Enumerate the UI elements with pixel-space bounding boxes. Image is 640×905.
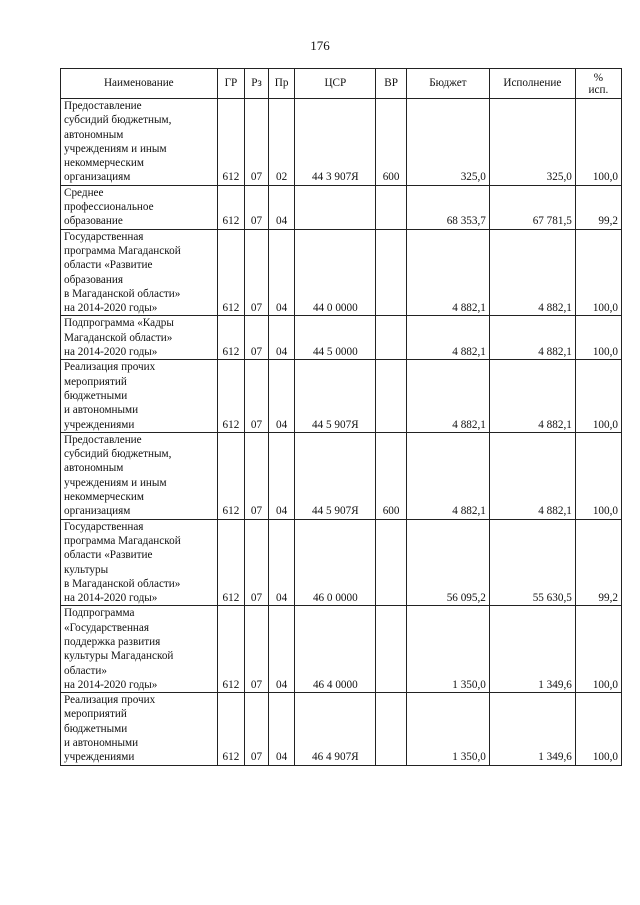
cell-name-line: области» — [64, 664, 107, 677]
cell-rz: 07 — [245, 99, 269, 186]
cell-name — [61, 316, 218, 360]
cell-csr: 44 5 907Я — [295, 432, 376, 519]
cell-name — [61, 229, 218, 316]
header-gr: ГР — [217, 69, 245, 99]
cell-percent: 100,0 — [575, 606, 621, 693]
cell-name-line: Реализация прочих — [64, 361, 156, 374]
table-row — [61, 693, 622, 765]
cell-name-line: Предоставление — [64, 100, 142, 112]
cell-name-line: учреждениям и иным — [64, 476, 167, 489]
cell-name-line: Реализация прочих — [64, 694, 156, 707]
cell-percent: 99,2 — [575, 519, 621, 606]
header-pr: Пр — [268, 69, 295, 99]
cell-name — [61, 693, 218, 765]
budget-table — [60, 68, 622, 766]
cell-vr — [376, 316, 407, 360]
table-row — [61, 229, 622, 316]
header-percent — [575, 69, 621, 99]
cell-name — [61, 185, 218, 229]
cell-pr: 04 — [268, 360, 295, 432]
cell-pr: 02 — [268, 99, 295, 186]
cell-name-line: бюджетными — [64, 389, 128, 402]
cell-vr — [376, 606, 407, 693]
cell-percent: 100,0 — [575, 432, 621, 519]
cell-gr: 612 — [217, 519, 245, 606]
table-header-row — [61, 69, 622, 99]
cell-execution: 4 882,1 — [489, 360, 575, 432]
cell-name-line: субсидий бюджетным, — [64, 114, 172, 127]
cell-name-line: профессиональное — [64, 201, 154, 214]
cell-pr: 04 — [268, 606, 295, 693]
cell-vr — [376, 229, 407, 316]
cell-name-line: культуры Магаданской — [64, 650, 174, 663]
cell-name-line: некоммерческим — [64, 157, 144, 170]
cell-csr: 44 5 0000 — [295, 316, 376, 360]
cell-name — [61, 432, 218, 519]
cell-csr: 46 4 0000 — [295, 606, 376, 693]
cell-rz: 07 — [245, 432, 269, 519]
cell-pr: 04 — [268, 185, 295, 229]
cell-execution: 67 781,5 — [489, 185, 575, 229]
cell-name-line: Государственная — [64, 230, 144, 243]
cell-name-line: и автономными — [64, 737, 139, 750]
cell-name-line: программа Магаданской — [64, 534, 181, 547]
cell-vr — [376, 693, 407, 765]
cell-name-line: мероприятий — [64, 375, 127, 388]
cell-name-line: учреждениями — [64, 418, 135, 431]
cell-name-line: организациям — [64, 505, 131, 518]
cell-rz: 07 — [245, 229, 269, 316]
cell-name-line: Подпрограмма — [64, 607, 135, 620]
cell-rz: 07 — [245, 519, 269, 606]
cell-vr — [376, 519, 407, 606]
cell-rz: 07 — [245, 185, 269, 229]
cell-rz: 07 — [245, 606, 269, 693]
cell-budget: 56 095,2 — [406, 519, 489, 606]
cell-name-line: Подпрограмма «Кадры — [64, 317, 174, 330]
cell-budget: 325,0 — [406, 99, 489, 186]
cell-rz: 07 — [245, 693, 269, 765]
header-vr: ВР — [376, 69, 407, 99]
cell-rz: 07 — [245, 316, 269, 360]
header-budget: Бюджет — [406, 69, 489, 99]
cell-name-line: на 2014-2020 годы» — [64, 678, 158, 691]
cell-name-line: на 2014-2020 годы» — [64, 592, 158, 605]
cell-gr: 612 — [217, 185, 245, 229]
cell-name-line: автономным — [64, 128, 124, 141]
cell-percent: 100,0 — [575, 360, 621, 432]
cell-execution: 1 349,6 — [489, 606, 575, 693]
cell-gr: 612 — [217, 229, 245, 316]
cell-name — [61, 99, 218, 186]
header-name: Наименование — [61, 69, 218, 99]
cell-vr: 600 — [376, 99, 407, 186]
cell-name — [61, 606, 218, 693]
cell-budget: 1 350,0 — [406, 693, 489, 765]
cell-budget: 4 882,1 — [406, 432, 489, 519]
cell-name-line: бюджетными — [64, 722, 128, 735]
table-row — [61, 360, 622, 432]
cell-csr: 44 5 907Я — [295, 360, 376, 432]
table-row — [61, 606, 622, 693]
cell-name-line: на 2014-2020 годы» — [64, 302, 158, 315]
cell-name-line: в Магаданской области» — [64, 577, 181, 590]
cell-vr: 600 — [376, 432, 407, 519]
cell-name-line: учреждениями — [64, 751, 135, 764]
cell-rz: 07 — [245, 360, 269, 432]
cell-execution: 55 630,5 — [489, 519, 575, 606]
cell-execution: 1 349,6 — [489, 693, 575, 765]
header-percent-symbol: % — [593, 71, 604, 84]
cell-execution: 325,0 — [489, 99, 575, 186]
cell-gr: 612 — [217, 316, 245, 360]
cell-execution: 4 882,1 — [489, 316, 575, 360]
header-rz: Рз — [245, 69, 269, 99]
cell-name-line: Магаданской области» — [64, 331, 173, 344]
cell-name-line: программа Магаданской — [64, 244, 181, 257]
cell-name-line: мероприятий — [64, 708, 127, 721]
cell-percent: 99,2 — [575, 185, 621, 229]
cell-name-line: образования — [64, 273, 124, 286]
cell-pr: 04 — [268, 229, 295, 316]
cell-name — [61, 519, 218, 606]
cell-execution: 4 882,1 — [489, 432, 575, 519]
cell-gr: 612 — [217, 432, 245, 519]
cell-gr: 612 — [217, 606, 245, 693]
cell-name-line: субсидий бюджетным, — [64, 448, 172, 461]
table-row — [61, 99, 622, 186]
cell-name-line: автономным — [64, 462, 124, 475]
cell-name-line: области «Развитие — [64, 549, 153, 562]
cell-gr: 612 — [217, 99, 245, 186]
table-row — [61, 316, 622, 360]
cell-name-line: «Государственная — [64, 621, 150, 634]
cell-pr: 04 — [268, 432, 295, 519]
cell-name-line: и автономными — [64, 404, 139, 417]
cell-name-line: Предоставление — [64, 433, 142, 446]
cell-percent: 100,0 — [575, 693, 621, 765]
cell-csr: 44 0 0000 — [295, 229, 376, 316]
cell-name-line: поддержка развития — [64, 635, 161, 648]
table-row — [61, 432, 622, 519]
cell-execution: 4 882,1 — [489, 229, 575, 316]
cell-percent: 100,0 — [575, 99, 621, 186]
header-percent-label: исп. — [588, 83, 609, 96]
page-number: 176 — [310, 38, 330, 53]
cell-name-line: культуры — [64, 563, 109, 576]
cell-percent: 100,0 — [575, 316, 621, 360]
cell-pr: 04 — [268, 693, 295, 765]
cell-budget: 68 353,7 — [406, 185, 489, 229]
cell-name — [61, 360, 218, 432]
cell-name-line: в Магаданской области» — [64, 287, 181, 300]
header-csr: ЦСР — [295, 69, 376, 99]
cell-name-line: Среднее — [64, 186, 104, 199]
cell-vr — [376, 185, 407, 229]
cell-name-line: на 2014-2020 годы» — [64, 346, 158, 359]
cell-percent: 100,0 — [575, 229, 621, 316]
cell-pr: 04 — [268, 316, 295, 360]
cell-csr — [295, 185, 376, 229]
cell-budget: 4 882,1 — [406, 316, 489, 360]
cell-name-line: образование — [64, 215, 123, 228]
cell-pr: 04 — [268, 519, 295, 606]
cell-name-line: Государственная — [64, 520, 144, 533]
cell-csr: 46 4 907Я — [295, 693, 376, 765]
cell-name-line: некоммерческим — [64, 491, 144, 504]
cell-gr: 612 — [217, 360, 245, 432]
cell-name-line: организациям — [64, 171, 131, 184]
table-row — [61, 519, 622, 606]
cell-name-line: области «Развитие — [64, 259, 153, 272]
cell-name-line: учреждениям и иным — [64, 142, 167, 155]
cell-budget: 4 882,1 — [406, 229, 489, 316]
cell-budget: 4 882,1 — [406, 360, 489, 432]
table-row — [61, 185, 622, 229]
cell-csr: 46 0 0000 — [295, 519, 376, 606]
cell-budget: 1 350,0 — [406, 606, 489, 693]
cell-vr — [376, 360, 407, 432]
cell-gr: 612 — [217, 693, 245, 765]
header-execution: Исполнение — [489, 69, 575, 99]
cell-csr: 44 3 907Я — [295, 99, 376, 186]
